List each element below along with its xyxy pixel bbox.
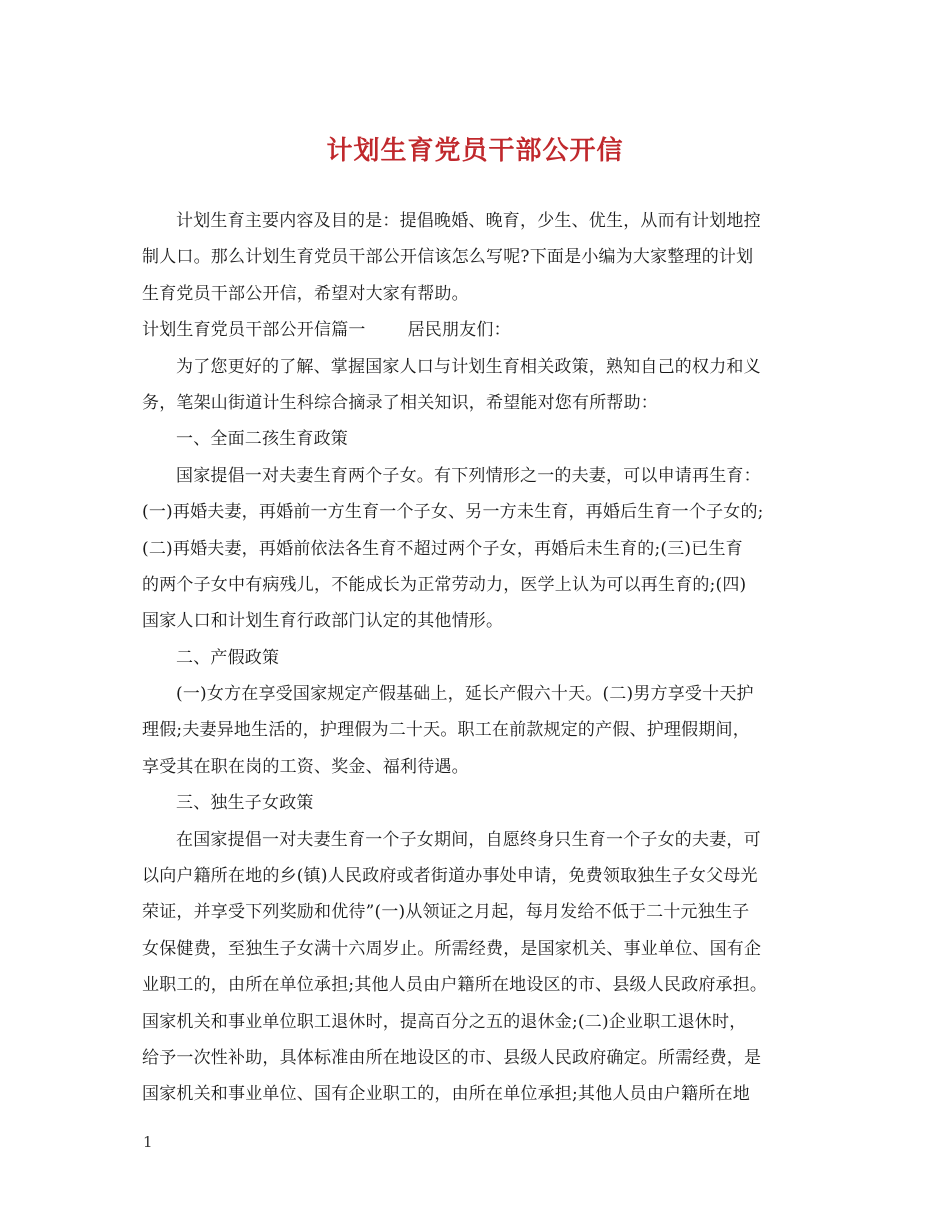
section-heading: 一、全面二孩生育政策: [176, 429, 348, 450]
paragraph-line: 制人口。那么计划生育党员干部公开信该怎么写呢?下面是小编为大家整理的计划: [142, 247, 754, 268]
paragraph-line: 在国家提倡一对夫妻生育一个子女期间，自愿终身只生育一个子女的夫妻，可: [176, 829, 761, 850]
paragraph-line: 享受其在职在岗的工资、奖金、福利待遇。: [142, 756, 469, 777]
paragraph-line: 女保健费，至独生子女满十六周岁止。所需经费，是国家机关、事业单位、国有企: [142, 938, 762, 959]
paragraph-line: 理假;夫妻异地生活的，护理假为二十天。职工在前款规定的产假、护理假期间，: [142, 720, 750, 741]
section-heading-line: [142, 312, 822, 348]
paragraph-line: 计划生育主要内容及目的是：提倡晚婚、晚育，少生、优生，从而有计划地控: [176, 211, 761, 231]
paragraph-line: 给予一次性补助，具体标准由所在地设区的市、县级人民政府确定。所需经费，是: [142, 1047, 762, 1068]
paragraph-line: 国家提倡一对夫妻生育两个子女。有下列情形之一的夫妻，可以申请再生育：: [176, 465, 761, 486]
paragraph-line: 为了您更好的了解、掌握国家人口与计划生育相关政策，熟知自己的权力和义: [176, 356, 761, 377]
letter-section-title: 计划生育党员干部公开信篇一: [142, 320, 366, 341]
paragraph-line: (一)再婚夫妻，再婚前一方生育一个子女、另一方未生育，再婚后生育一个子女的;: [142, 502, 764, 523]
document-title: 计划生育党员干部公开信: [326, 136, 624, 166]
paragraph-line: 以向户籍所在地的乡(镇)人民政府或者街道办事处申请，免费领取独生子女父母光: [142, 866, 758, 887]
paragraph-line: 业职工的，由所在单位承担;其他人员由户籍所在地设区的市、县级人民政府承担。: [142, 975, 768, 996]
section-heading: 三、独生子女政策: [176, 793, 314, 814]
page-number: 1: [143, 1133, 153, 1151]
section-heading: 二、产假政策: [176, 647, 280, 668]
paragraph-line: 国家机关和事业单位职工退休时，提高百分之五的退休金;(二)企业职工退休时，: [142, 1011, 747, 1032]
document-body: [142, 203, 822, 1113]
paragraph-line: (二)再婚夫妻，再婚前依法各生育不超过两个子女，再婚后未生育的;(三)已生育: [142, 538, 743, 559]
paragraph-line: 的两个子女中有病残儿，不能成长为正常劳动力，医学上认为可以再生育的;(四): [142, 574, 747, 595]
paragraph-line: (一)女方在享受国家规定产假基础上，延长产假六十天。(二)男方享受十天护: [176, 684, 754, 705]
paragraph-line: 国家人口和计划生育行政部门认定的其他情形。: [142, 611, 504, 632]
letter-salutation: 居民朋友们：: [407, 320, 511, 341]
paragraph-line: 务，笔架山街道计生科综合摘录了相关知识，希望能对您有所帮助：: [142, 392, 658, 413]
paragraph-line: 荣证，并享受下列奖励和优待”(一)从领证之月起，每月发给不低于二十元独生子: [142, 902, 750, 923]
paragraph-line: 生育党员干部公开信，希望对大家有帮助。: [142, 283, 469, 304]
paragraph-line: 国家机关和事业单位、国有企业职工的，由所在单位承担;其他人员由户籍所在地: [142, 1084, 750, 1105]
